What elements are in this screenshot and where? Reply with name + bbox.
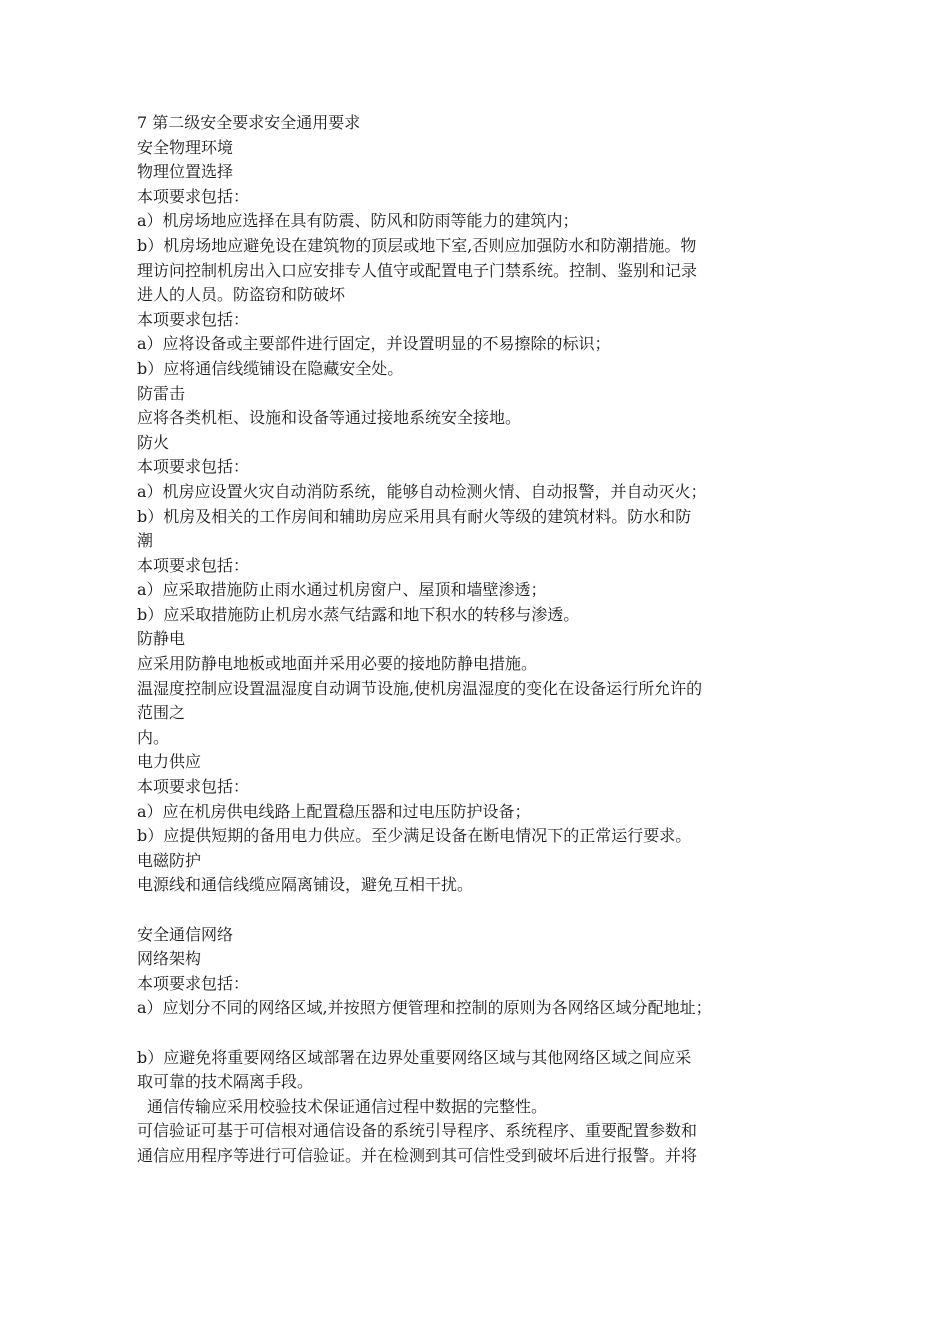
- requirement-item: a）应在机房供电线路上配置稳压器和过电压防护设备；: [137, 801, 531, 821]
- paragraph-line: 应将各类机柜、设施和设备等通过接地系统安全接地。: [137, 408, 522, 428]
- paragraph-line: 温湿度控制应设置温湿度自动调节设施,使机房温湿度的变化在设备运行所允许的: [137, 678, 703, 698]
- paragraph-line: 通信传输应采用校验技术保证通信过程中数据的完整性。: [147, 1096, 548, 1116]
- requirement-intro: 本项要求包括：: [137, 457, 250, 477]
- requirement-item: b）应提供短期的备用电力供应。至少满足设备在断电情况下的正常运行要求。: [137, 826, 692, 846]
- requirement-item: b）应将通信线缆铺设在隐藏安全处。: [137, 358, 404, 378]
- requirement-item: a）应将设备或主要部件进行固定，并设置明显的不易擦除的标识；: [137, 334, 611, 354]
- requirement-item: b）应避免将重要网络区域部署在边界处重要网络区域与其他网络区域之间应采: [137, 1047, 692, 1067]
- requirement-item: a）应划分不同的网络区域,并按照方便管理和控制的原则为各网络区域分配地址；: [137, 998, 712, 1018]
- requirement-item: a）机房场地应选择在具有防震、防风和防雨等能力的建筑内；: [137, 211, 579, 231]
- requirement-item: b）机房场地应避免设在建筑物的顶层或地下室,否则应加强防水和防潮措施。物: [137, 235, 697, 255]
- paragraph-line: 内。: [137, 727, 170, 747]
- paragraph-line: 应采用防静电地板或地面并采用必要的接地防静电措施。: [137, 654, 538, 674]
- item-heading: 物理位置选择: [137, 162, 234, 182]
- blank-line: [137, 898, 817, 923]
- requirement-intro: 本项要求包括：: [137, 973, 250, 993]
- paragraph-line: 进人的人员。防盗窃和防破坏: [137, 285, 346, 305]
- paragraph-line: 范围之: [137, 703, 186, 723]
- section-heading: 7 第二级安全要求安全通用要求: [137, 113, 361, 132]
- item-heading: 电磁防护: [137, 850, 202, 870]
- requirement-intro: 本项要求包括：: [137, 777, 250, 797]
- requirement-item: b）应采取措施防止机房水蒸气结露和地下积水的转移与渗透。: [137, 604, 580, 624]
- blank-line: [137, 1021, 817, 1046]
- item-heading: 防雷击: [137, 383, 186, 403]
- item-heading: 防火: [137, 432, 170, 452]
- requirement-item: b）机房及相关的工作房间和辅助房应采用具有耐火等级的建筑材料。防水和防: [137, 506, 692, 526]
- subsection-heading: 安全物理环境: [137, 137, 234, 157]
- requirement-intro: 本项要求包括：: [137, 555, 250, 575]
- requirement-item: a）应采取措施防止雨水通过机房窗户、屋顶和墙壁渗透；: [137, 580, 547, 600]
- subsection-heading: 安全通信网络: [137, 924, 234, 944]
- item-heading: 电力供应: [137, 752, 202, 772]
- item-heading: 网络架构: [137, 949, 202, 969]
- paragraph-line: 理访问控制机房出入口应安排专人值守或配置电子门禁系统。控制、鉴别和记录: [137, 260, 698, 280]
- paragraph-line: 潮: [137, 531, 154, 551]
- paragraph-line: 取可靠的技术隔离手段。: [137, 1072, 314, 1092]
- requirement-intro: 本项要求包括：: [137, 309, 250, 329]
- requirement-intro: 本项要求包括：: [137, 186, 250, 206]
- requirement-item: a）机房应设置火灾自动消防系统，能够自动检测火情、自动报警，并自动灭火；: [137, 481, 707, 501]
- paragraph-line: 可信验证可基于可信根对通信设备的系统引导程序、系统程序、重要配置参数和: [137, 1121, 698, 1141]
- paragraph-line: 电源线和通信线缆应隔离铺设，避免互相干扰。: [137, 875, 474, 895]
- document-page: [137, 111, 817, 1169]
- item-heading: 防静电: [137, 629, 186, 649]
- paragraph-line: 通信应用程序等进行可信验证。并在检测到其可信性受到破坏后进行报警。并将: [137, 1145, 698, 1165]
